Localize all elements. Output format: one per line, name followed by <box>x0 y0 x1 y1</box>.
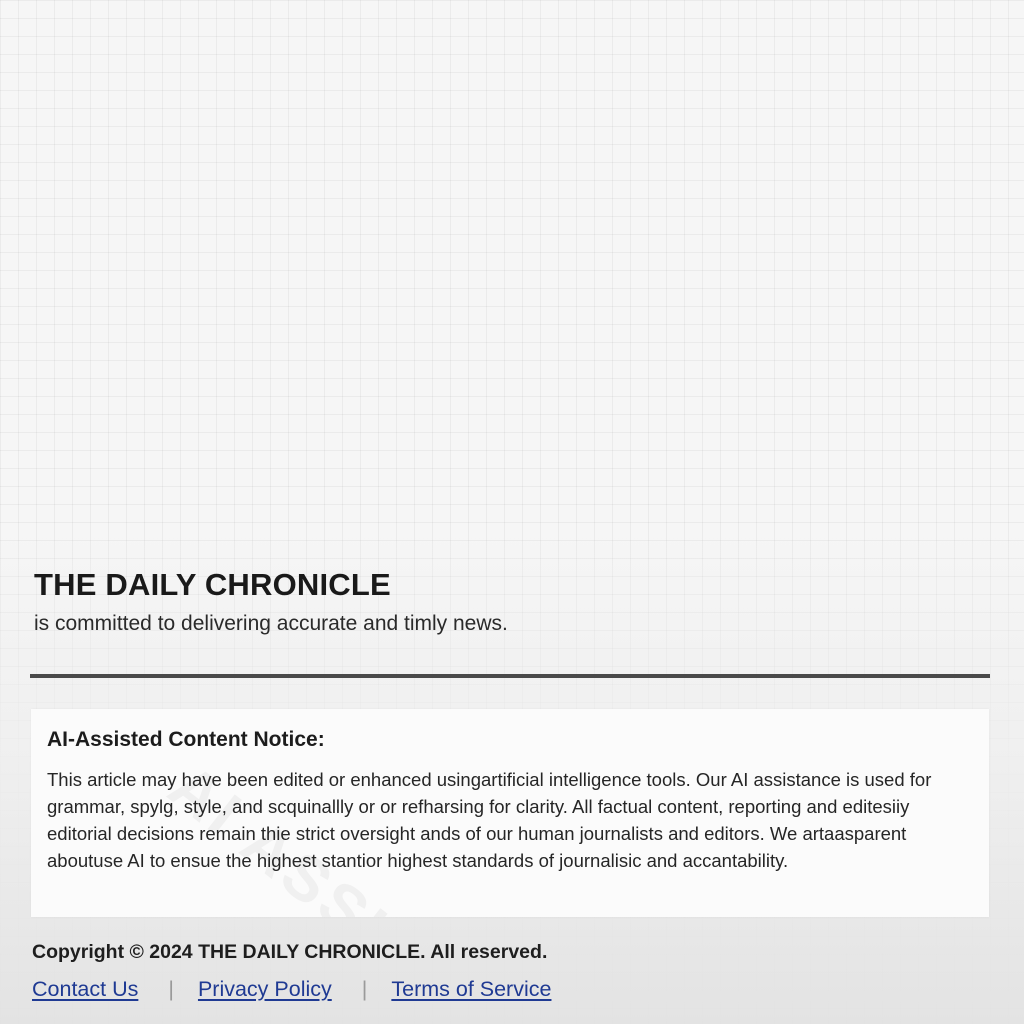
section-divider <box>30 674 990 678</box>
footer-links <box>32 974 992 1004</box>
ai-content-notice <box>31 709 989 917</box>
notice-body: This article may have been edited or enhanced usingartificial intelligence tools. Our AI assistance is used for grammar, spylg, style, and scquinallly or or refharsing for clarity. All factual content, reporting and editesiiy editorial decisions remain thie strict oversight ands of our human journalists and editors. We artaasparent aboutuse AI to ensue the highest stantior highest standards of journalisic and accantability. <box>47 769 932 871</box>
page-footer <box>32 938 992 1004</box>
terms-of-service-link[interactable]: Terms of Service <box>391 977 552 1001</box>
privacy-policy-link[interactable]: Privacy Policy <box>197 977 332 1001</box>
contact-us-link[interactable]: Contact Us <box>32 977 139 1001</box>
masthead <box>34 566 990 638</box>
site-tagline: is committed to delivering accurate and timly news. <box>34 612 508 635</box>
link-separator: | <box>168 977 174 1001</box>
site-title: THE DAILY CHRONICLE <box>34 567 391 602</box>
copyright-text: Copyright © 2024 THE DAILY CHRONICLE. All reserved. <box>32 941 548 963</box>
link-separator: | <box>361 977 368 1001</box>
notice-heading: AI-Assisted Content Notice: <box>47 728 325 751</box>
